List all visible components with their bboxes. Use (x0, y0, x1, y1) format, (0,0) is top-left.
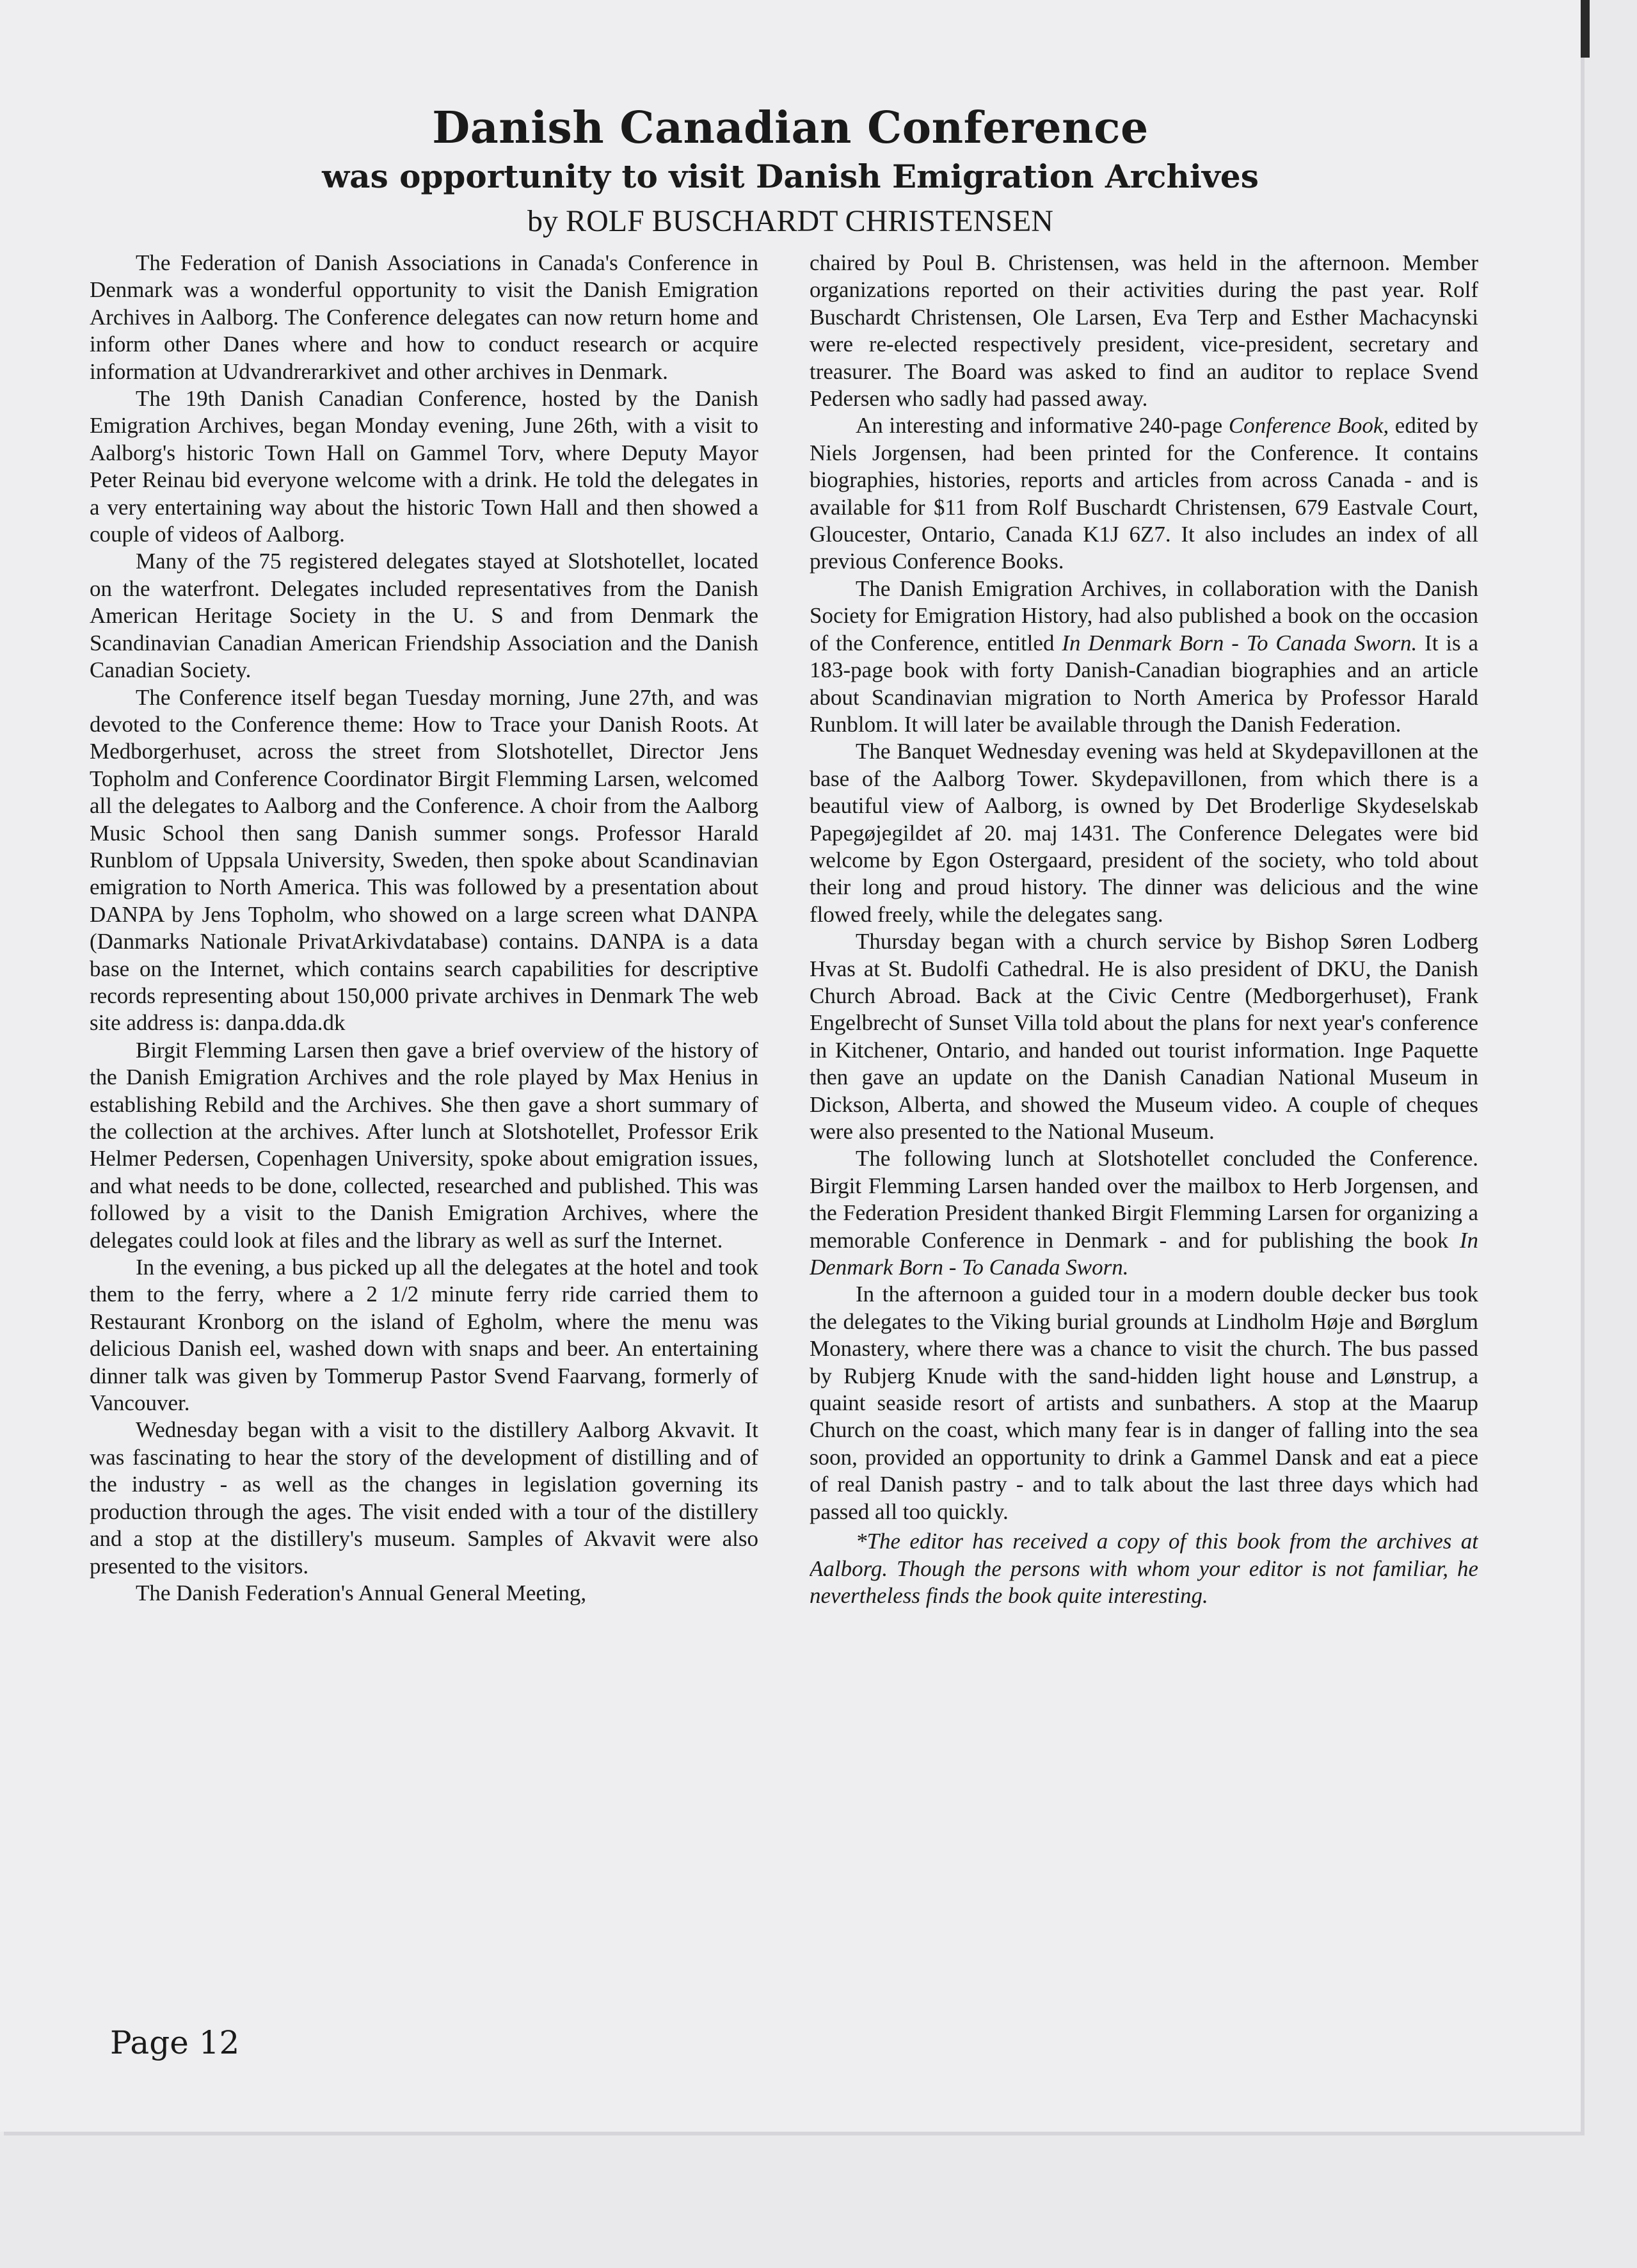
left-column (90, 250, 758, 2016)
paragraph-agm-start: The Danish Federation's Annual General Meeting, (136, 1580, 587, 1605)
paragraph-archives-history: Birgit Flemming Larsen then gave a brief overview of the history of the Danish Emigration Archives and the role played by Max Henius in establishing Rebild and the Archives. She then gave a short summary of the collection at the archives. After lunch at Slotshotellet, Professor Erik Helmer Pedersen, Copenhagen University, spoke about emigration issues, and what needs to be done, collected, researched and published. This was followed by a visit to the Danish Emigration Archives, where the delegates could look at files and the library as well as surf the Internet. (90, 1037, 758, 1253)
text-segment: It is a 183-page book with forty Danish-Canadian biographies and an article about Scandinavian migration to North America by Professor Harald Runblom. It will later be available through the Danish Federation. (810, 630, 1478, 737)
paragraph-bus-tour: In the afternoon a guided tour in a modern double decker bus took the delegates to the Viking burial grounds at Lindholm Høje and Børglum Monastery, where there was a chance to visit the church. The bus passed by Rubjerg Knude with the sand-hidden light house and Lønstrup, a quaint seaside resort of artists and sunbathers. A stop at the Maarup Church on the coast, which many fear is in danger of falling into the sea soon, provided an opportunity to drink a Gammel Dansk and eat a piece of real Danish pastry - and to talk about the last three days which had passed all too quickly. (810, 1282, 1478, 1524)
text-segment: The Danish Emigration Archives, in collaboration with the Danish Society for Emigration History, had also published a book on the occasion of the Conference, entitled (810, 575, 1478, 655)
paragraph-conference-book (810, 412, 1478, 575)
article-subtitle: was opportunity to visit Danish Emigration Archives (322, 157, 1259, 195)
book-title-emphasis: In Denmark Born - To Canada Sworn. (810, 1227, 1478, 1280)
paragraph-delegates: Many of the 75 registered delegates stayed at Slotshotellet, located on the waterfront. Delegates included representatives from the Danish American Heritage Society in the U. S and from Denmark the Scandinavian Canadian American Friendship Association and the Danish Canadian Society. (90, 549, 758, 683)
paragraph-lunch (810, 1145, 1478, 1281)
paragraph-thursday: Thursday began with a church service by Bishop Søren Lodberg Hvas at St. Budolfi Cathedral. He is also president of DKU, the Danish Church Abroad. Back at the Civic Centre (Medborgerhuset), Frank Engelbrecht of Sunset Villa told about the plans for next year's conference in Kitchener, Ontario, and handed out tourist information. Inge Paquette then gave an update on the Danish Canadian National Museum in Dickson, Alberta, and showed the Museum video. A couple of cheques were also presented to the National Museum. (810, 929, 1478, 1144)
paragraph-distillery: Wednesday began with a visit to the distillery Aalborg Akvavit. It was fascinating to hear the story of the development of distilling and of the industry - as well as the changes in legislation governing its production through the ages. The visit ended with a tour of the distillery and a stop at the distillery's museum. Samples of Akvavit were also presented to the visitors. (90, 1417, 758, 1579)
paragraph-intro: The Federation of Danish Associations in Canada's Conference in Denmark was a wonderful opportunity to visit the Danish Emigration Archives in Aalborg. The Conference delegates can now return home and inform other Danes where and how to conduct research or acquire information at Udvandrerarkivet and other archives in Denmark. (90, 250, 758, 384)
book-title-emphasis: Conference Book, (1228, 413, 1389, 438)
paragraph-town-hall: The 19th Danish Canadian Conference, hosted by the Danish Emigration Archives, began Monday evening, June 26th, with a visit to Aalborg's historic Town Hall on Gammel Torv, where Deputy Mayor Peter Reinau bid everyone welcome with a drink. He told the delegates in a very entertaining way about the historic Town Hall and then showed a couple of videos of Aalborg. (90, 386, 758, 547)
text-segment: An interesting and informative 240-page (856, 413, 1229, 438)
paragraph-banquet: The Banquet Wednesday evening was held at Skydepavillonen at the base of the Aalborg Tower. Skydepavillonen, from which there is a beautiful view of Aalborg, is owned by Det Broderlige Skydeselskab Papegøjegildet af 20. maj 1431. The Conference Delegates were bid welcome by Egon Ostergaard, president of the society, who told about their long and proud history. The dinner was delicious and the wine flowed freely, while the delegates sang. (810, 739, 1478, 927)
text-segment: edited by Niels Jorgensen, had been printed for the Conference. It contains biographies, histories, reports and articles from across Canada - and is available for $11 from Rolf Buschardt Christensen, 679 Eastvale Court, Gloucester, Ontario, Canada K1J 6Z7. It also includes an index of all previous Conference Books. (810, 413, 1478, 574)
text-segment: The following lunch at Slotshotellet concluded the Conference. Birgit Flemming Larsen handed over the mailbox to Herb Jorgensen, and the Federation President thanked Birgit Flemming Larsen for organizing a memorable Conference in Denmark - and for publishing the book (810, 1146, 1478, 1253)
editor-note: *The editor has received a copy of this book from the archives at Aalborg. Though the persons with whom your editor is not familiar, he nevertheless finds the book quite interesting. (810, 1529, 1478, 1608)
book-title-emphasis: In Denmark Born - To Canada Sworn. (1062, 630, 1417, 655)
paragraph-emigration-book (810, 575, 1478, 738)
right-column (810, 250, 1478, 2016)
paragraph-conference-theme: The Conference itself began Tuesday morning, June 27th, and was devoted to the Conference theme: How to Trace your Danish Roots. At Medborgerhuset, across the street from Slotshotellet, Director Jens Topholm and Conference Coordinator Birgit Flemming Larsen, welcomed all the delegates to Aalborg and the Conference. A choir from the Aalborg Music School then sang Danish summer songs. Professor Harald Runblom of Uppsala University, Sweden, then spoke about Scandinavian emigration to North America. This was followed by a presentation about DANPA by Jens Topholm, who showed on a large screen what DANPA (Danmarks Nationale PrivatArkivdatabase) contains. DANPA is a data base on the Internet, which contains search capabilities for descriptive records representing about 150,000 private archives in Denmark The web site address is: danpa.dda.dk (90, 684, 758, 1036)
paragraph-agm-continued: chaired by Poul B. Christensen, was held in the afternoon. Member organizations reported on their activities during the past year. Rolf Buschardt Christensen, Ole Larsen, Eva Terp and Esther Machacynski were re-elected respectively president, vice-president, secretary and treasurer. The Board was asked to find an auditor to replace Svend Pedersen who sadly had passed away. (810, 250, 1478, 412)
page-number: Page 12 (110, 2024, 240, 2061)
page-edge-mark (1581, 0, 1590, 58)
article-title: Danish Canadian Conference (432, 102, 1149, 154)
paragraph-ferry-dinner: In the evening, a bus picked up all the delegates at the hotel and took them to the ferry, where a 2 1/2 minute ferry ride carried them to Restaurant Kronborg on the island of Egholm, where the menu was delicious Danish eel, washed down with snaps and beer. An entertaining dinner talk was given by Tommerup Pastor Svend Faarvang, formerly of Vancouver. (90, 1255, 758, 1416)
article-byline: by ROLF BUSCHARDT CHRISTENSEN (527, 204, 1053, 238)
